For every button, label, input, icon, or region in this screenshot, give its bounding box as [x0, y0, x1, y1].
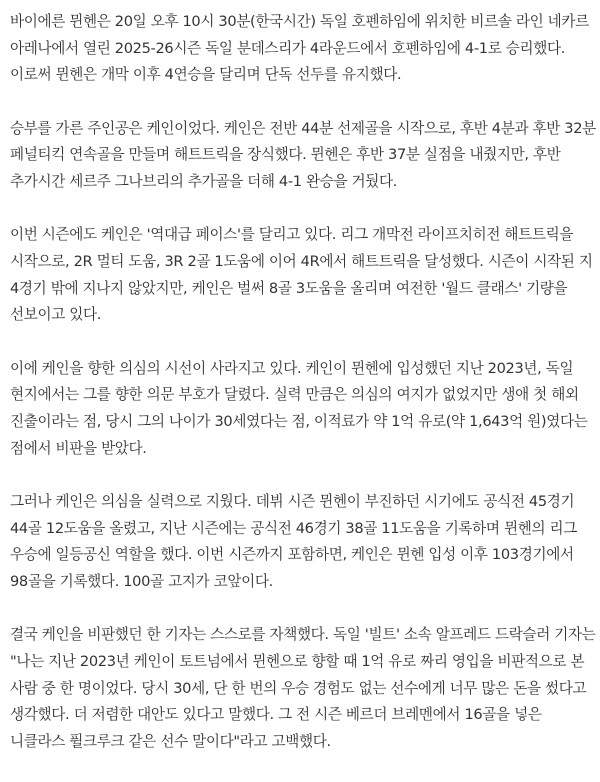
article-paragraph-2: 승부를 가른 주인공은 케인이었다. 케인은 전반 44분 선제골을 시작으로, 후반 4분과 후반 32분 페널티킥 연속골을 만들며 해트트릭을 장식했다. 뮌헨은 후반 37분 실점을 내줬지만, 후반 추가시간 세르주 그나브리의 추가골을 더해 4-1 완승을 거뒀다. [10, 119, 596, 191]
article-paragraph-1: 바이에른 뮌헨은 20일 오후 10시 30분(한국시간) 독일 호펜하임에 위치한 비르솔 라인 네카르 아레나에서 열린 2025-26시즌 독일 분데스리가 4라운드에서 호펜하임에 4-1로 승리했다. 이로써 뮌헨은 개막 이후 4연승을 달리며 단독 선두를 유지했다. [10, 13, 589, 84]
article-paragraph-6: 결국 케인을 비판했던 한 기자는 스스로를 자책했다. 독일 '빌트' 소속 알프레드 드락슬러 기자는 "나는 지난 2023년 케인이 토트넘에서 뮌헨으로 향할 때 1억 유로 짜리 영입을 비판적으로 본 사람 중 한 명이었다. 당시 30세, 단 한 번의 우승 경험도 없는 선수에게 너무 많은 돈을 썼다고 생각했다. 더 저렴한 대안도 있다고 말했다. 그 전 시즌 베르더 브레멘에서 16골을 넣은 니클라스 퓔크루크 같은 선수 말이다"라고 고백했다. [10, 626, 596, 750]
article-paragraph-3: 이번 시즌에도 케인은 '역대급 페이스'를 달리고 있다. 리그 개막전 라이프치히전 해트트릭을 시작으로, 2R 멀티 도움, 3R 2골 1도움에 이어 4R에서 해트트릭을 달성했다. 시즌이 시작된 지 4경기 밖에 지나지 않았지만, 케인은 벌써 8골 3도움을 올리며 여전한 '월드 클래스' 기량을 선보이고 있다. [10, 226, 593, 324]
article-body [10, 9, 596, 782]
article-paragraph-4: 이에 케인을 향한 의심의 시선이 사라지고 있다. 케인이 뮌헨에 입성했던 지난 2023년, 독일 현지에서는 그를 향한 의문 부호가 달렸다. 실력 만큼은 의심의 여지가 없었지만 생애 첫 해외 진출이라는 점, 당시 그의 나이가 30세였다는 점, 이적료가 약 1억 유로(약 1,643억 원)였다는 점에서 비판을 받았다. [10, 359, 588, 457]
article-paragraph-5: 그러나 케인은 의심을 실력으로 지웠다. 데뷔 시즌 뮌헨이 부진하던 시기에도 공식전 45경기 44골 12도움을 올렸고, 지난 시즌에는 공식전 46경기 38골 11도움을 기록하며 뮌헨의 리그 우승에 일등공신 역할을 했다. 이번 시즌까지 포함하면, 케인은 뮌헨 입성 이후 103경기에서 98골을 기록했다. 100골 고지가 코앞이다. [10, 492, 577, 590]
